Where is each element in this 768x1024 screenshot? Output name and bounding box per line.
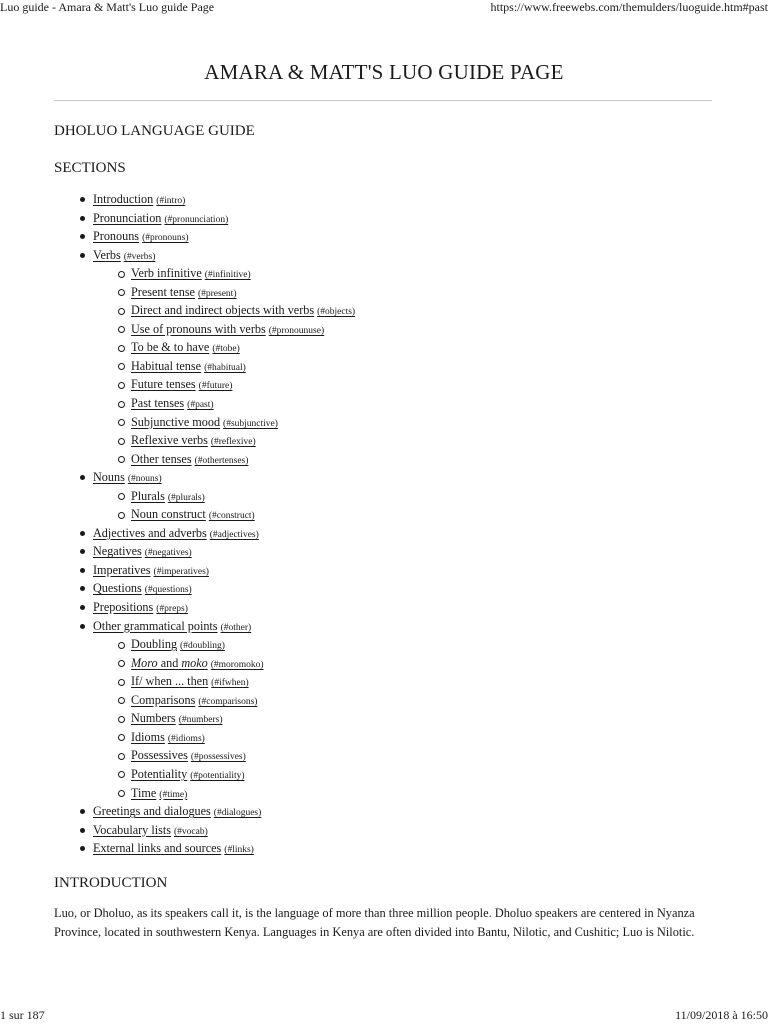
toc-item-habitual — [93, 357, 355, 376]
toc-link-present-tense[interactable]: Present tense (#present) — [131, 284, 237, 299]
bullet-circle-icon — [118, 753, 125, 760]
table-of-contents — [93, 190, 355, 858]
toc-item-introduction — [93, 190, 355, 209]
bullet-circle-icon — [118, 401, 125, 408]
bullet-circle-icon — [118, 308, 125, 315]
bullet-disc-icon — [80, 234, 85, 239]
toc-link-verbs[interactable]: Verbs (#verbs) — [93, 247, 156, 262]
bullet-circle-icon — [118, 512, 125, 519]
toc-link-verb-infinitive[interactable]: Verb infinitive (#infinitive) — [131, 266, 251, 281]
toc-link-introduction[interactable]: Introduction (#intro) — [93, 192, 186, 206]
page-title: AMARA & MATT'S LUO GUIDE PAGE — [204, 60, 564, 84]
toc-item-other — [93, 617, 355, 636]
bullet-circle-icon — [118, 679, 125, 686]
bullet-circle-icon — [118, 456, 125, 463]
bullet-circle-icon — [118, 438, 125, 445]
toc-item-vocab — [93, 821, 355, 840]
toc-link-other[interactable]: Other grammatical points (#other) — [93, 618, 252, 633]
bullet-disc-icon — [80, 549, 85, 554]
toc-item-verb-infinitive — [93, 264, 355, 283]
toc-item-pronouns — [93, 227, 355, 246]
toc-item-links — [93, 839, 355, 858]
bullet-circle-icon — [118, 345, 125, 352]
toc-item-plurals — [93, 487, 355, 506]
toc-link-doubling[interactable]: Doubling (#doubling) — [131, 637, 225, 652]
print-footer — [0, 1008, 768, 1024]
toc-link-objects[interactable]: Direct and indirect objects with verbs (#objects) — [131, 303, 356, 318]
toc-link-possessives[interactable]: Possessives (#possessives) — [131, 748, 246, 763]
toc-link-comparisons[interactable]: Comparisons (#comparisons) — [131, 692, 258, 707]
toc-item-construct — [93, 505, 355, 524]
toc-link-plurals[interactable]: Plurals (#plurals) — [131, 488, 205, 503]
toc-link-links[interactable]: External links and sources (#links) — [93, 841, 254, 856]
toc-link-past[interactable]: Past tenses (#past) — [131, 396, 214, 411]
page-counter: 1 sur 187 — [0, 1008, 45, 1022]
bullet-circle-icon — [118, 493, 125, 500]
toc-item-time — [93, 784, 355, 803]
toc-item-numbers — [93, 709, 355, 728]
toc-link-dialogues[interactable]: Greetings and dialogues (#dialogues) — [93, 804, 262, 819]
bullet-circle-icon — [118, 326, 125, 333]
toc-item-comparisons — [93, 691, 355, 710]
toc-item-verbs — [93, 246, 355, 265]
print-header-url: https://www.freewebs.com/themulders/luoguide.htm#past — [490, 0, 768, 14]
bullet-disc-icon — [80, 586, 85, 591]
print-timestamp: 11/09/2018 à 16:50 — [675, 1008, 768, 1022]
toc-link-imperatives[interactable]: Imperatives (#imperatives) — [93, 562, 209, 577]
toc-item-possessives — [93, 746, 355, 765]
toc-link-numbers[interactable]: Numbers (#numbers) — [131, 711, 223, 726]
toc-item-subjunctive — [93, 413, 355, 432]
toc-link-construct[interactable]: Noun construct (#construct) — [131, 507, 255, 522]
print-header — [0, 0, 768, 16]
bullet-circle-icon — [118, 289, 125, 296]
bullet-disc-icon — [80, 216, 85, 221]
toc-item-potentiality — [93, 765, 355, 784]
bullet-disc-icon — [80, 253, 85, 258]
toc-link-pronunciation[interactable]: Pronunciation (#pronunciation) — [93, 210, 229, 225]
toc-link-othertenses[interactable]: Other tenses (#othertenses) — [131, 451, 249, 466]
toc-link-reflexive[interactable]: Reflexive verbs (#reflexive) — [131, 433, 256, 448]
bullet-circle-icon — [118, 790, 125, 797]
bullet-circle-icon — [118, 419, 125, 426]
introduction-heading: INTRODUCTION — [54, 875, 168, 891]
bullet-circle-icon — [118, 271, 125, 278]
toc-link-vocab[interactable]: Vocabulary lists (#vocab) — [93, 822, 208, 837]
toc-item-othertenses — [93, 450, 355, 469]
bullet-disc-icon — [80, 809, 85, 814]
toc-link-negatives[interactable]: Negatives (#negatives) — [93, 544, 192, 559]
title-divider — [54, 100, 712, 101]
toc-item-tobe — [93, 338, 355, 357]
toc-item-idioms — [93, 728, 355, 747]
guide-heading: DHOLUO LANGUAGE GUIDE — [54, 123, 255, 139]
toc-item-moromoko — [93, 654, 355, 673]
bullet-disc-icon — [80, 624, 85, 629]
toc-link-pronouns[interactable]: Pronouns (#pronouns) — [93, 229, 189, 244]
toc-item-adjectives — [93, 524, 355, 543]
toc-link-potentiality[interactable]: Potentiality (#potentiality) — [131, 766, 245, 781]
toc-link-questions[interactable]: Questions (#questions) — [93, 581, 192, 596]
toc-link-time[interactable]: Time (#time) — [131, 785, 188, 800]
toc-item-imperatives — [93, 561, 355, 580]
bullet-circle-icon — [118, 771, 125, 778]
toc-link-moromoko[interactable]: Moro and moko (#moromoko) — [131, 655, 264, 670]
toc-item-doubling — [93, 635, 355, 654]
bullet-disc-icon — [80, 828, 85, 833]
toc-item-prepositions — [93, 598, 355, 617]
toc-link-nouns[interactable]: Nouns (#nouns) — [93, 470, 162, 485]
toc-item-nouns — [93, 468, 355, 487]
toc-link-pronounuse[interactable]: Use of pronouns with verbs (#pronounuse) — [131, 321, 325, 336]
bullet-disc-icon — [80, 197, 85, 202]
toc-link-tobe[interactable]: To be & to have (#tobe) — [131, 340, 240, 355]
sections-heading: SECTIONS — [54, 160, 126, 176]
bullet-circle-icon — [118, 382, 125, 389]
bullet-circle-icon — [118, 716, 125, 723]
toc-item-pronunciation — [93, 209, 355, 228]
bullet-circle-icon — [118, 734, 125, 741]
bullet-disc-icon — [80, 846, 85, 851]
bullet-circle-icon — [118, 697, 125, 704]
toc-item-dialogues — [93, 802, 355, 821]
toc-item-reflexive — [93, 431, 355, 450]
bullet-disc-icon — [80, 568, 85, 573]
toc-item-present-tense — [93, 283, 355, 302]
print-header-title: Luo guide - Amara & Matt's Luo guide Page — [0, 0, 215, 14]
toc-link-adjectives[interactable]: Adjectives and adverbs (#adjectives) — [93, 525, 259, 540]
bullet-disc-icon — [80, 475, 85, 480]
toc-item-ifwhen — [93, 672, 355, 691]
toc-link-idioms[interactable]: Idioms (#idioms) — [131, 729, 205, 744]
bullet-circle-icon — [118, 660, 125, 667]
bullet-circle-icon — [118, 642, 125, 649]
toc-item-pronounuse — [93, 320, 355, 339]
toc-item-objects — [93, 301, 355, 320]
toc-link-prepositions[interactable]: Prepositions (#preps) — [93, 600, 188, 615]
toc-item-negatives — [93, 542, 355, 561]
toc-link-subjunctive[interactable]: Subjunctive mood (#subjunctive) — [131, 414, 278, 429]
bullet-circle-icon — [118, 363, 125, 370]
toc-item-past — [93, 394, 355, 413]
toc-item-future — [93, 375, 355, 394]
toc-item-questions — [93, 579, 355, 598]
bullet-disc-icon — [80, 605, 85, 610]
toc-link-ifwhen[interactable]: If/ when ... then (#ifwhen) — [131, 674, 249, 689]
toc-link-future[interactable]: Future tenses (#future) — [131, 377, 233, 392]
toc-link-habitual[interactable]: Habitual tense (#habitual) — [131, 358, 246, 373]
introduction-paragraph: Luo, or Dholuo, as its speakers call it, is the language of more than three million people. Dholuo speakers are centered in Nyanza Province, located in southwestern Kenya. Languages in Kenya are often divided into Bantu, Nilotic, and Cushitic; Luo is Nilotic. — [54, 906, 695, 939]
bullet-disc-icon — [80, 531, 85, 536]
